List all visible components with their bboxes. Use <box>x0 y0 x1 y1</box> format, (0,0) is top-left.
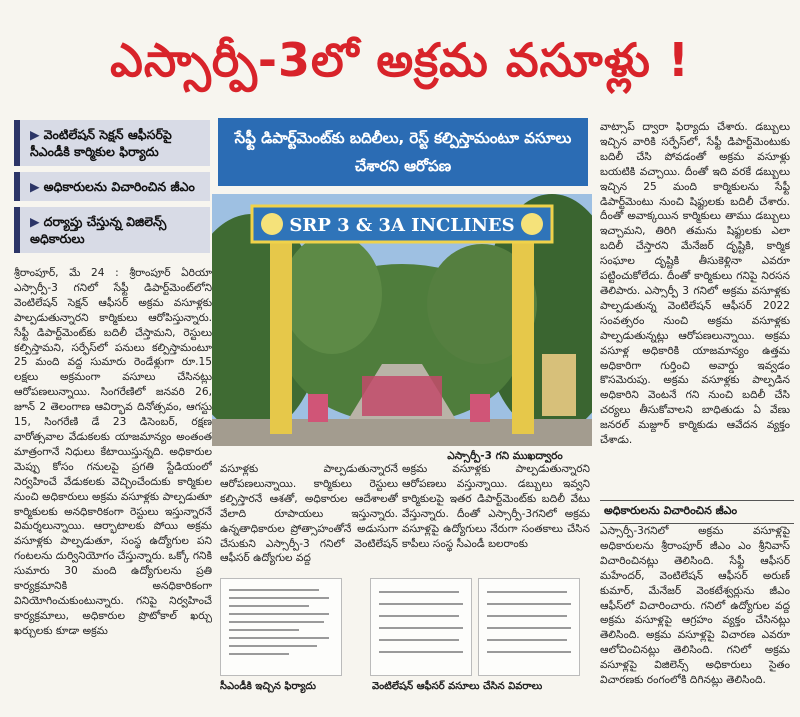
highlight-3-text: దర్యాప్తు చేస్తున్న విజిలెన్స్ అధికారులు <box>30 214 167 246</box>
article-column-3: అక్రమ వసూళ్లకు పాల్పడుతున్నారని ఆరోపణలు వస్తున్నాయి. డబ్బులు ఇవ్వని కార్మికులపై ఇతర డిపార్ట్‌మెంట్‌కు బదిలీ వేటు వేస్తున్నారు. దీంతో ఎస్సార్పీ-3గనిలో అక్రమ వసూళ్లపై ఉద్యోగులు నేరుగా సంతకాలు చేసిన కాపీలు సంస్థ సీఎండీ బలరాంకు <box>402 463 590 550</box>
highlights <box>14 120 210 259</box>
gate-sign-text: SRP 3 & 3A INCLINES <box>289 215 515 236</box>
complaint-letter-image <box>220 578 342 676</box>
subheadline-box: సేఫ్టీ డిపార్ట్‌మెంట్‌కు బదిలీలు, రెస్ట్ కల్పిస్తామంటూ వసూలు చేశారని ఆరోపణ <box>218 118 588 186</box>
collection-list-image-1 <box>370 578 472 676</box>
article-column-2: వసూళ్లకు పాల్పడుతున్నారనే ఆరోపణలున్నాయి. కార్మికులు రెస్టులు కల్పిస్తారనే ఆశతో, అధికారుల ఆదేశాలతో వేలాది రూపాయలు ఇస్తున్నారు. ఉన్నతాధికారుల ప్రోత్సాహంతోనే అడుసుగా చేసుకుని ఎస్సార్పీ-3 గనిలో వెంటిలేషన్ ఆఫీసర్ ఉద్యోగుల వద్ద <box>220 463 398 565</box>
triangle-icon: ▶ <box>30 127 40 142</box>
highlight-1-text: వెంటిలేషన్ సెక్షన్ ఆఫీసర్‌పై సీఎండీకి కార్మికుల ఫిర్యాదు <box>30 127 172 159</box>
highlight-2-text: అధికారులను విచారించిన జీఎం <box>43 179 195 194</box>
mine-gate-illustration <box>212 194 592 446</box>
complaint-documents <box>220 578 580 674</box>
article-column-4: వాట్సాప్ ద్వారా ఫిర్యాదు చేశారు. డబ్బులు ఇచ్చిన వారికి సర్ఫేస్‌లో, సేఫ్టీ డిపార్ట్‌మెంటుకు బదిలీ చేసి పోవడంతో అక్రమ వసూళ్లు బయటికి వచ్చాయి. దీంతో ఇది వరకే డబ్బులు ఇచ్చిన 25 మంది కార్మికులను సేఫ్టీ డిపార్ట్‌మెంటు నుంచి షిఫ్టులకు బదిలీ చేశారు. దీంతో అవాక్కయిన కార్మికులు తాము డబ్బులు ఇచ్చామని, తిరిగి తమను షిఫ్టులకు ఎలా బదిలీ చేస్తారని మేనేజర్ దృష్టికి, కార్మిక సంఘాల దృష్టికి తీసుకెళ్లినా ఎవరూ పట్టించుకోలేదు. దీంతో కార్మికులు గనిపై నిరసన తెలిపారు. ఎస్సార్పీ 3 గనిలో అక్రమ వసూళ్లకు పాల్పడుతున్న వెంటిలేషన్ ఆఫీసర్ 2022 సంవత్సరం నుంచి అక్రమ వసూళ్లకు పాల్పడుతున్నట్లు ఆరోపణలున్నాయి. అక్రమ వసూళ్ల అధికారికి యాజమాన్యం ఉత్తమ అధికారిగా గుర్తించి అవార్డు ఇవ్వడం కొసమెరుపు. అక్రమ వసూళ్లకు పాల్పడిన అధికారిని వెంటనే గని నుంచి బదిలీ చేసి చర్యలు తీసుకోవాలని బాధితుడు ఏ వేణు జనరల్ మజ్దూర్ కార్మికుడు ఆవేదన వ్యక్తం చేశాడు. <box>600 121 790 447</box>
photo-caption: ఎస్సార్పీ-3 గని ముఖద్వారం <box>447 450 563 462</box>
highlight-1 <box>14 120 210 166</box>
collection-caption: వెంటిలేషన్ ఆఫీసర్ వసూలు చేసిన వివరాలు <box>372 681 543 692</box>
mine-gate-photo <box>212 194 592 446</box>
headline: ఎస్సార్పీ-3లో అక్రమ వసూళ్లు ! <box>110 33 690 87</box>
section-heading: అధికారులను విచారించిన జీఎం <box>600 500 794 524</box>
triangle-icon: ▶ <box>30 179 40 194</box>
collection-list-image-2 <box>478 578 580 676</box>
article-column-1: శ్రీరాంపూర్, మే 24 : శ్రీరాంపూర్ ఏరియా ఎస్సార్పీ-3 గనిలో సేఫ్టీ డిపార్ట్‌మెంట్‌లోని వెంటిలేషన్ సెక్షన్ ఆఫీసర్ అక్రమ వసూళ్లకు పాల్పడుతున్నారని కార్మికులు ఆరోపిస్తున్నారు. సేఫ్టీ డిపార్ట్‌మెంట్‌కు బదిలీ చేస్తామని, రెస్టులు కల్పిస్తామని, సర్ఫేస్‌లో పనులు కల్పిస్తామంటూ 25 మంది వద్ద సుమారు రెండేళ్లుగా రూ.15 లక్షలు అక్రమంగా వసూలు చేసినట్లు ఆరోపణలున్నాయి. సింగరేణిలో జనవరి 26, జూన్ 2 తెలంగాణ ఆవిర్భావ దినోత్సవం, ఆగస్టు 15, సింగరేణి డే 23 డిసెంబర్, రక్షణ వారోత్సవాల వేడుకలకు యాజమాన్యం అంతంత మాత్రంగానే నిధులు కేటాయిస్తున్నది. అధికారుల మెప్పు కోసం గనులపై ప్రగతి స్టేడియంలో నిర్వహించే వేడుకలకు వెచ్చించేందుకు కార్మికుల నుంచి అధికారులు అక్రమ వసూళ్లకు పాల్పడుతూ కార్మికులకు అనధికారికంగా రెస్టులు ఇస్తున్నారనే విమర్శలున్నాయి. ఆర్భాటాలకు పోయి అక్రమ వసూళ్లకు పాల్పడుతూ, సంస్థ ఉద్యోగుల పని గంటలను దుర్వినియోగం చేస్తున్నారు. ఒక్కో గనికి సుమారు 30 మంది ఉద్యోగులను ప్రతి కార్యక్రమానికి అనధికారికంగా వినియోగించుకుంటున్నారు. గనిపై నిర్వహించే కార్యక్రమాలు, అధికారుల ప్రొటోకాల్ ఖర్చు ఖర్చులకు కూడా అక్రమ <box>14 267 212 637</box>
highlight-2 <box>14 172 210 201</box>
triangle-icon: ▶ <box>30 214 40 229</box>
highlight-3 <box>14 207 210 253</box>
article-column-5: ఎస్సార్పీ-3గనిలో అక్రమ వసూళ్లపై అధికారులను శ్రీరాంపూర్ జీఎం ఎం శ్రీనివాస్ విచారించినట్లు తెలిసింది. సేఫ్టీ ఆఫీసర్ మహేందర్, వెంటిలేషన్ ఆఫీసర్ అరుణ్ కుమార్, మేనేజర్ వెంకటేశ్వర్లును జీఎం ఆఫీస్‌లో విచారించారు. గనిలో ఉద్యోగుల వద్ద అక్రమ వసూళ్లపై ఆగ్రహం వ్యక్తం చేసినట్లు తెలిసింది. అక్రమ వసూళ్లపై విచారణ ఎవరూ ఆలోచించినట్లు తెలిసింది. గనిలో అక్రమ వసూళ్లపై విజిలెన్స్ అధికారులు సైతం విచారణకు రంగంలోకి దిగినట్లు తెలిసింది. <box>600 525 790 687</box>
complaint-caption: సీఎండీకి ఇచ్చిన ఫిర్యాదు <box>220 681 316 692</box>
